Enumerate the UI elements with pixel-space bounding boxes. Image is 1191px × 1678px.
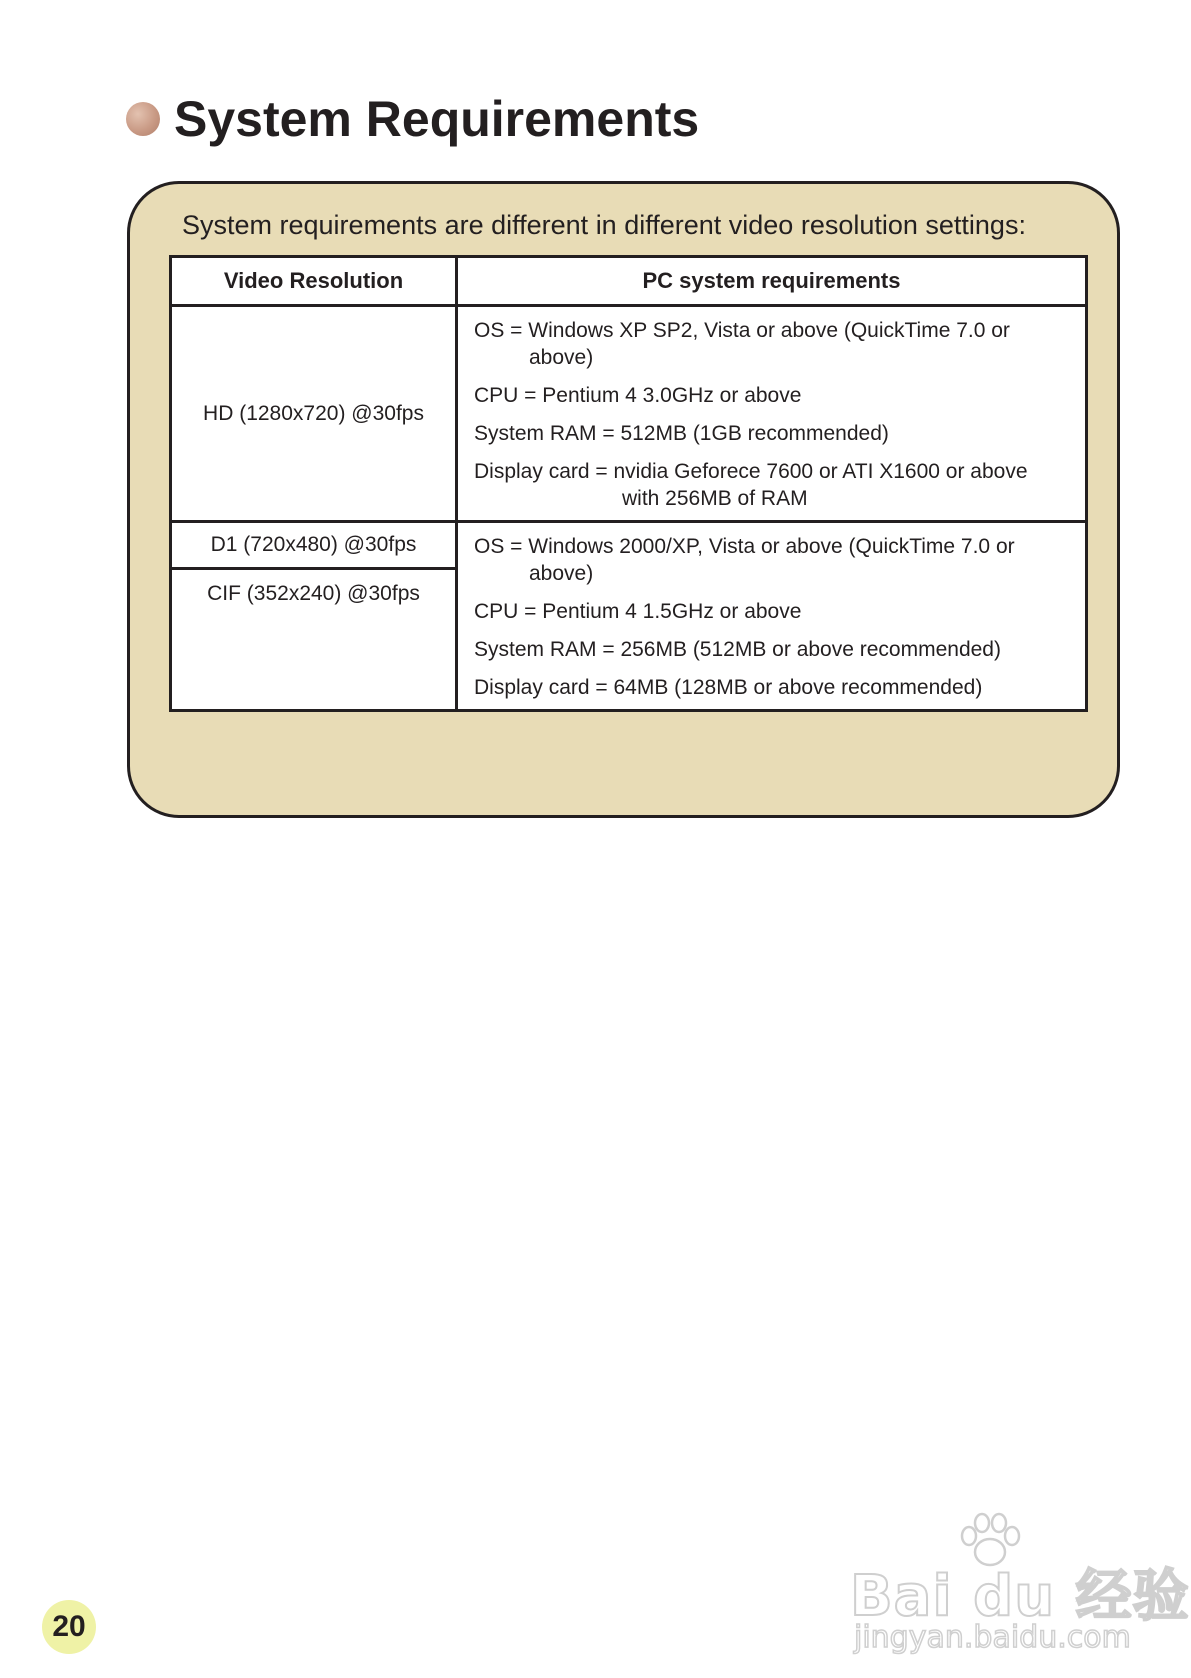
page-number-badge	[42, 1600, 96, 1654]
requirements-cell	[457, 522, 1087, 711]
watermark-brand: Bai du 经验	[850, 1564, 1190, 1629]
card-line-continued: with 256MB of RAM	[622, 487, 808, 510]
resolution-cell: HD (1280x720) @30fps	[171, 306, 457, 522]
cpu-requirement: CPU = Pentium 4 1.5GHz or above	[474, 600, 802, 623]
requirements-panel	[127, 181, 1120, 818]
column-header-resolution: Video Resolution	[171, 257, 457, 306]
table-header-row	[171, 257, 1087, 306]
page-title: System Requirements	[174, 91, 700, 147]
requirements-table	[169, 255, 1088, 712]
card-line: Display card = nvidia Geforece 7600 or ATI X1600 or above	[474, 460, 1028, 483]
table-row	[171, 522, 1087, 569]
display-card-requirement	[474, 458, 1071, 512]
cpu-requirement: CPU = Pentium 4 3.0GHz or above	[474, 384, 802, 407]
os-line-continued: above)	[529, 562, 594, 585]
resolution-cell: D1 (720x480) @30fps	[171, 522, 457, 569]
display-card-requirement: Display card = 64MB (128MB or above recommended)	[474, 676, 983, 699]
intro-text: System requirements are different in different video resolution settings:	[182, 210, 1026, 240]
os-requirement	[474, 533, 1071, 587]
section-header	[126, 84, 699, 154]
os-line-continued: above)	[529, 346, 594, 369]
requirements-cell	[457, 306, 1087, 522]
table-row	[171, 306, 1087, 522]
bullet-circle-icon	[126, 102, 160, 136]
os-requirement	[474, 317, 1071, 371]
column-header-requirements: PC system requirements	[457, 257, 1087, 306]
watermark	[850, 1512, 1190, 1662]
ram-requirement: System RAM = 512MB (1GB recommended)	[474, 422, 889, 445]
os-line: OS = Windows XP SP2, Vista or above (QuickTime 7.0 or	[474, 319, 1010, 342]
resolution-cell: CIF (352x240) @30fps	[171, 568, 457, 710]
ram-requirement: System RAM = 256MB (512MB or above recommended)	[474, 638, 1001, 661]
os-line: OS = Windows 2000/XP, Vista or above (QuickTime 7.0 or	[474, 535, 1015, 558]
watermark-url: jingyan.baidu.com	[854, 1620, 1131, 1655]
page-number: 20	[52, 1610, 86, 1643]
